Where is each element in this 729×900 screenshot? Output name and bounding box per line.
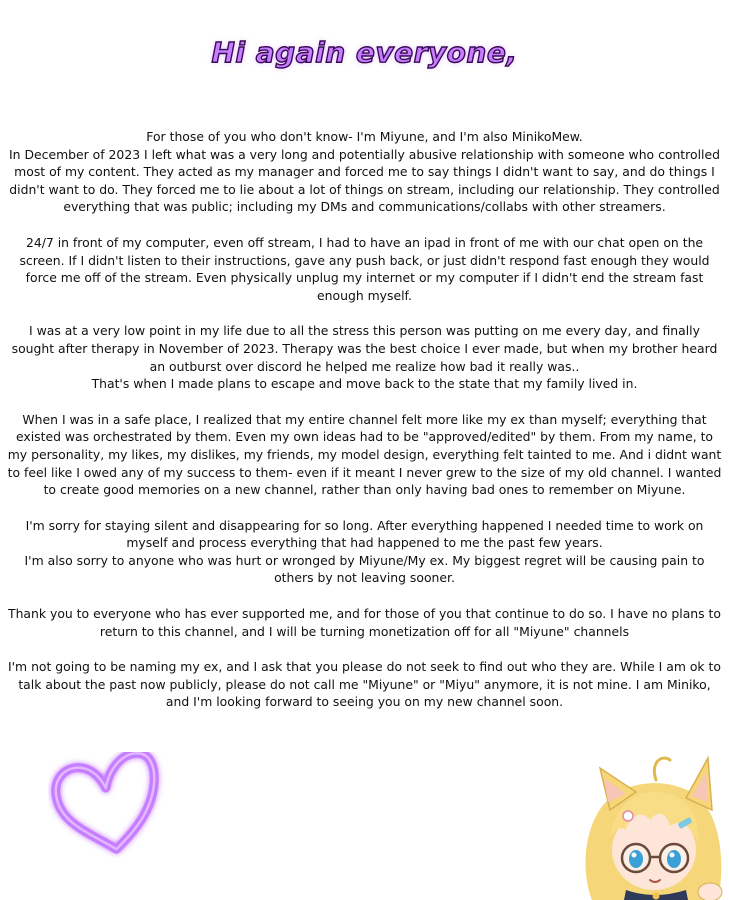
paragraph-control: 24/7 in front of my computer, even off stream, I had to have an ipad in front of me with our chat open on the screen. If I didn't listen to their instructions, gave any push back, or just didn't respond fast enough they would force me off of the stream. Even physically unplug my internet or my computer if I didn't end the stream fast enough myself. (19, 234, 710, 303)
paragraph-thanks: Thank you to everyone who has ever supported me, and for those of you that continue to do so. I have no plans to return to this channel, and I will be turning monetization off for all "Miyune" channels (8, 606, 721, 639)
catgirl-chibi-icon (570, 750, 729, 900)
paragraph-therapy: I was at a very low point in my life due to all the stress this person was putting on me every day, and finally sought after therapy in November of 2023. Therapy was the best choice I ever made, but when my brother heard an outburst over discord he helped me realize how bad it really was.. That's when I made plans to escape and move back to the state that my family lived in. (11, 323, 718, 392)
paragraph-closing: I'm not going to be naming my ex, and I ask that you please do not seek to find out who they are. While I am ok to talk about the past now publicly, please do not call me "Miyune" or "Miyu" anymore, it is not mine. I am Miniko, and I'm looking forward to seeing you on my new channel soon. (8, 659, 721, 710)
paragraph-safe-place: When I was in a safe place, I realized that my entire channel felt more like my ex than myself; everything that existed was orchestrated by them. Even my own ideas had to be "approved/edited" by them. From my name, to my personality, my likes, my dislikes, my friends, my model design, everything felt tainted to me. And i didnt want to feel like I owed any of my success to them- even if it meant I never grew to the size of my old channel. I wanted to create good memories on a new channel, rather than only having bad ones to remember on Miyune. (7, 411, 722, 498)
heart-icon (48, 752, 166, 860)
letter-title: Hi again everyone, (211, 36, 518, 69)
paragraph-intro: For those of you who don't know- I'm Miyune, and I'm also MinikoMew. In December of 2023 I left what was a very long and potentially abusive relationship with someone who controlled most of my content. They acted as my manager and forced me to say things I didn't want to say, and do things I didn't want to do. They forced me to lie about a lot of things on stream, including our relationship. They controlled everything that was public; including my DMs and communications/collabs with other streamers. (9, 129, 720, 215)
paragraph-apology: I'm sorry for staying silent and disappearing for so long. After everything happened I needed time to work on myself and process everything that had happened to me the past few years. I'm also sorry to anyone who was hurt or wronged by Miyune/My ex. My biggest regret will be causing pain to others by not leaving sooner. (24, 517, 705, 586)
letter-body (6, 128, 723, 729)
